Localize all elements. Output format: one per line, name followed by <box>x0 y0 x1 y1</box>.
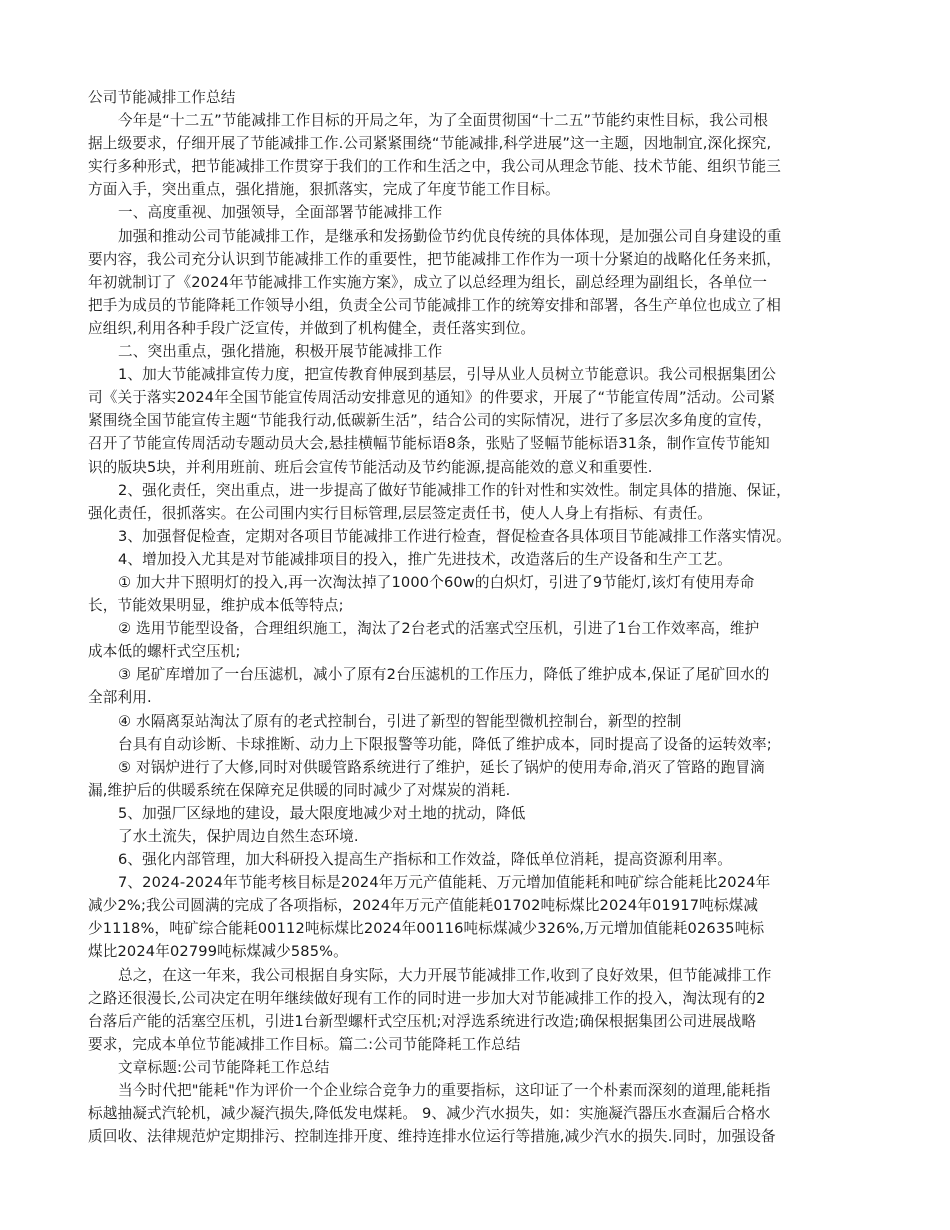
text-line: ① 加大井下照明灯的投入,再一次淘汰掉了1000个60w的白炽灯，引进了9节能灯,该灯有使用寿命 <box>118 573 755 591</box>
text-line: 总之，在这一年来，我公司根据自身实际，大力开展节能减排工作,收到了良好效果，但节能减排工作 <box>118 966 772 984</box>
text-line: 减少2%;我公司圆满的完成了各项指标，2024年万元产值能耗01702吨标煤比2024年01917吨标煤减 <box>88 897 759 915</box>
text-line: 一、高度重视、加强领导，全面部署节能减排工作 <box>118 204 443 222</box>
text-line: 识的版块5块，并利用班前、班后会宣传节能活动及节约能源,提高能效的意义和重要性. <box>88 458 653 476</box>
text-line: 召开了节能宣传周活动专题动员大会,悬挂横幅节能标语8条，张贴了竖幅节能标语31条，制作宣传节能知 <box>88 435 770 453</box>
text-line: 台落后产能的活塞空压机，引进1台新型螺杆式空压机;对浮选系统进行改造;确保根据集团公司进展战略 <box>88 1012 757 1030</box>
document-title: 公司节能减排工作总结 <box>88 89 236 106</box>
text-line: 了水土流失，保护周边自然生态环境. <box>118 828 359 845</box>
document-page <box>88 86 868 1148</box>
text-line: 质回收、法律规范炉定期排污、控制连排开度、维持连排水位运行等措施,减少汽水的损失.同时，加强设备 <box>88 1128 776 1146</box>
text-line: 二、突出重点，强化措施，积极开展节能减排工作 <box>118 343 443 361</box>
text-line: 煤比2024年02799吨标煤减少585%。 <box>88 943 348 961</box>
text-line: 2、强化责任，突出重点，进一步提高了做好节能减排工作的针对性和实效性。制定具体的措施、保证， <box>118 481 791 499</box>
text-line: 把手为成员的节能降耗工作领导小组，负责全公司节能减排工作的统筹安排和部署，各生产单位也成立了相 <box>88 296 781 314</box>
text-line: ④ 水隔离泵站淘汰了原有的老式控制台，引进了新型的智能型微机控制台，新型的控制 <box>118 712 682 730</box>
text-line: ② 选用节能型设备，合理组织施工，淘汰了2台老式的活塞式空压机，引进了1台工作效率高，维护 <box>118 620 760 638</box>
text-line: 文章标题:公司节能降耗工作总结 <box>118 1058 330 1076</box>
text-line: 之路还很漫长,公司决定在明年继续做好现有工作的同时进一步加大对节能减排工作的投入，淘汰现有的2 <box>88 989 766 1007</box>
text-line: ⑤ 对锅炉进行了大修,同时对供暖管路系统进行了维护，延长了锅炉的使用寿命,消灭了管路的跑冒滴 <box>118 758 765 776</box>
text-line: 5、加强厂区绿地的建设，最大限度地减少对土地的扰动，降低 <box>118 804 526 822</box>
text-line: 今年是“十二五”节能减排工作目标的开局之年，为了全面贯彻国“十二五”节能约束性目标，我公司根 <box>118 112 769 130</box>
text-line: ③ 尾矿库增加了一台压滤机，减小了原有2台压滤机的工作压力，降低了维护成本,保证了尾矿回水的 <box>118 666 770 684</box>
text-line: 紧围绕全国节能宣传主题“节能我行动,低碳新生活”，结合公司的实际情况，进行了多层次多角度的宣传， <box>88 412 772 430</box>
text-line: 要内容，我公司充分认识到节能减排工作的重要性，把节能减排工作作为一项十分紧迫的战略化任务来抓， <box>88 250 781 268</box>
text-line: 少1118%，吨矿综合能耗00112吨标煤比2024年00116吨标煤减少326%,万元增加值能耗02635吨标 <box>88 920 765 938</box>
text-line: 司《关于落实2024年全国节能宣传周活动安排意见的通知》的件要求，开展了“节能宣传周”活动。公司紧 <box>88 389 776 407</box>
document-body <box>88 109 868 1148</box>
text-line: 标越抽凝式汽轮机，减少凝汽损失,降低发电煤耗。 9、减少汽水损失，如：实施凝汽器压水查漏后合格水 <box>88 1105 771 1123</box>
text-line: 方面入手，突出重点，强化措施，狠抓落实，完成了年度节能工作目标。 <box>88 181 560 199</box>
text-line: 1、加大节能减排宣传力度，把宣传教育伸展到基层，引导从业人员树立节能意识。我公司根据集团公 <box>118 366 777 384</box>
text-line: 要求，完成本单位节能减排工作目标。篇二:公司节能降耗工作总结 <box>88 1035 521 1053</box>
text-line: 加强和推动公司节能减排工作，是继承和发扬勤俭节约优良传统的具体体现，是加强公司自身建设的重 <box>118 227 782 245</box>
text-line: 据上级要求，仔细开展了节能减排工作.公司紧紧围绕“节能减排,科学进展”这一主题，因地制宜,深化探究, <box>88 135 772 153</box>
text-line: 应组织,利用各种手段广泛宣传，并做到了机构健全，责任落实到位。 <box>88 319 536 337</box>
text-line: 漏,维护后的供暖系统在保障充足供暖的同时减少了对煤炭的消耗. <box>88 781 511 799</box>
text-line: 年初就制订了《2024年节能减排工作实施方案》，成立了以总经理为组长，副总经理为副组长，各单位一 <box>88 273 768 291</box>
text-line: 实行多种形式，把节能减排工作贯穿于我们的工作和生活之中，我公司从理念节能、技术节能、组织节能三 <box>88 158 781 176</box>
text-line: 7、2024-2024年节能考核目标是2024年万元产值能耗、万元增加值能耗和吨矿综合能耗比2024年 <box>118 874 771 892</box>
text-line: 成本低的螺杆式空压机; <box>88 643 241 661</box>
text-line: 3、加强督促检查，定期对各项目节能减排工作进行检查，督促检查各具体项目节能减排工作落实情况。 <box>118 527 791 545</box>
text-line: 长，节能效果明显，维护成本低等特点; <box>88 597 344 615</box>
text-line: 强化责任，很抓落实。在公司围内实行目标管理,层层签定责任书，使人人身上有指标、有责任。 <box>88 504 713 522</box>
text-line: 4、增加投入尤其是对节能减排项目的投入，推广先进技术，改造落后的生产设备和生产工艺。 <box>118 550 732 568</box>
text-line: 全部利用. <box>88 689 152 707</box>
text-line: 当今时代把"能耗"作为评价一个企业综合竞争力的重要指标，这印证了一个朴素而深刻的道理,能耗指 <box>118 1082 771 1100</box>
text-line: 6、强化内部管理，加大科研投入提高生产指标和工作效益，降低单位消耗，提高资源利用率。 <box>118 851 732 869</box>
text-line: 台具有自动诊断、卡球推断、动力上下限报警等功能，降低了维护成本，同时提高了设备的运转效率; <box>118 735 772 753</box>
